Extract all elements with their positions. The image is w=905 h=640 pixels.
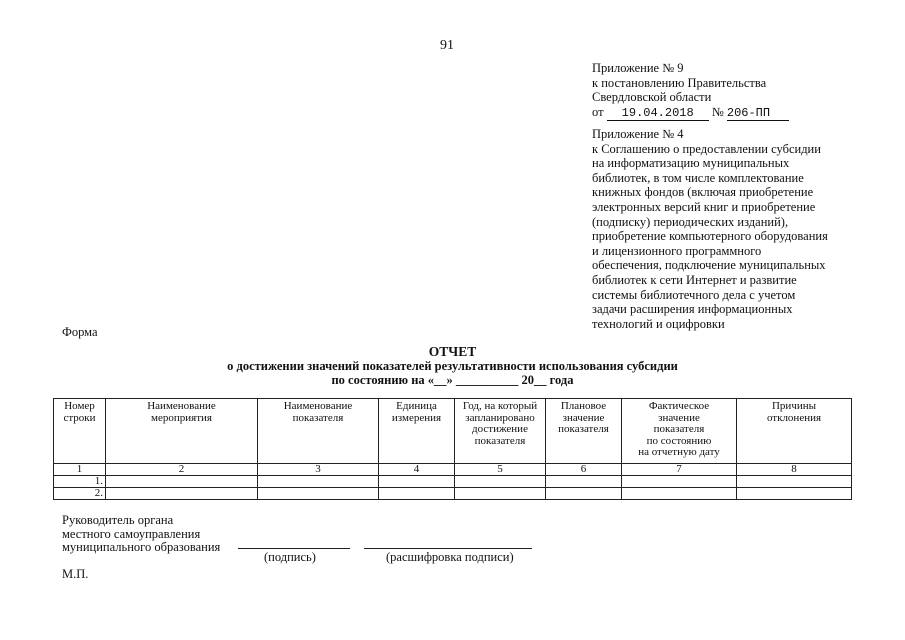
signatory-line: Руководитель органа — [62, 513, 174, 527]
table-cell — [546, 488, 622, 500]
column-header-line: Причины — [771, 400, 817, 412]
column-header-line: по состоянию — [646, 434, 712, 447]
column-header-line: Единица — [396, 400, 437, 412]
table-cell — [106, 488, 258, 500]
annex-4-line: электронных версий книг и приобретение — [592, 199, 816, 214]
row-number-cell: 2. — [54, 488, 106, 500]
signatory-line: муниципального образования — [62, 540, 221, 554]
table-row — [54, 476, 852, 488]
form-label: Форма — [62, 325, 98, 339]
column-number: 6 — [546, 464, 622, 476]
table-cell — [106, 476, 258, 488]
column-header-line: измерения — [391, 411, 442, 424]
column-header-line: показателя — [474, 434, 526, 447]
number-label: № — [711, 104, 724, 119]
column-header-line: Номер — [64, 400, 95, 412]
column-header-line: Наименование — [147, 400, 216, 412]
annex-4-line: на информатизацию муниципальных — [592, 156, 790, 171]
report-date-line: по состоянию на «__» __________ 20__ года — [331, 373, 574, 387]
annex-9-title: Приложение № 9 — [592, 61, 684, 75]
from-label: от — [592, 104, 604, 119]
column-header-line: значение — [658, 411, 700, 424]
annex-4-line: приобретение компьютерного оборудования — [592, 229, 828, 244]
column-header-line: отклонения — [766, 411, 822, 424]
column-header — [106, 399, 258, 464]
table-cell — [737, 476, 852, 488]
column-header-line: Фактическое — [648, 400, 710, 412]
annex-9-date-line — [592, 105, 789, 122]
column-header-line: достижение — [472, 423, 528, 435]
column-number: 2 — [106, 464, 258, 476]
column-header — [546, 399, 622, 464]
annex-4-title: Приложение № 4 — [592, 127, 684, 141]
page-number: 91 — [440, 38, 454, 53]
annex-4-line: библиотек к сети Интернет и развитие — [592, 272, 797, 287]
column-header — [622, 399, 737, 464]
report-subtitle: о достижении значений показателей результативности использования субсидии — [227, 359, 678, 373]
column-header-line: значение — [562, 411, 605, 424]
stamp-label: М.П. — [62, 567, 89, 581]
column-header-line: запланировано — [465, 411, 535, 424]
signature-decode-caption: (расшифровка подписи) — [386, 550, 514, 564]
table-cell — [455, 476, 546, 488]
annex-9-line: Свердловской области — [592, 90, 712, 105]
row-number-cell: 1. — [54, 476, 106, 488]
table-cell — [258, 476, 379, 488]
annex-4-line: (подписку) периодических изданий), — [592, 214, 789, 229]
column-number: 5 — [455, 464, 546, 476]
table-cell — [379, 488, 455, 500]
resolution-date: 19.04.2018 — [607, 106, 709, 122]
column-header-line: показателя — [558, 423, 609, 435]
signature-decode-line — [364, 548, 532, 549]
column-header — [379, 399, 455, 464]
column-header-line: строки — [63, 411, 96, 424]
column-header-line: показателя — [653, 423, 705, 435]
column-header — [455, 399, 546, 464]
column-number: 4 — [379, 464, 455, 476]
annex-4-line: задачи расширения информационных — [592, 302, 793, 317]
column-number: 1 — [54, 464, 106, 476]
column-number-row — [54, 464, 852, 476]
column-header — [54, 399, 106, 464]
annex-4-block — [592, 127, 828, 331]
column-header-line: Год, на который — [462, 400, 538, 412]
table-cell — [546, 476, 622, 488]
table-cell — [622, 488, 737, 500]
annex-4-line: к Соглашению о предоставлении субсидии — [592, 141, 821, 156]
column-number: 7 — [622, 464, 737, 476]
column-header-line: показателя — [292, 411, 344, 424]
column-header-line: на отчетную дату — [638, 446, 720, 458]
annex-4-line: обеспечения, подключение муниципальных — [592, 258, 826, 273]
annex-4-line: библиотек, в том числе комплектование — [592, 170, 804, 185]
annex-4-line: книжных фондов (включая приобретение — [592, 185, 814, 200]
table-cell — [622, 476, 737, 488]
resolution-number: 206-ПП — [727, 106, 789, 122]
annex-4-line: технологий и оцифровки — [592, 316, 725, 331]
signature-caption: (подпись) — [264, 550, 316, 564]
annex-9-block — [592, 61, 789, 121]
table-cell — [379, 476, 455, 488]
table-row — [54, 488, 852, 500]
column-header-line: мероприятия — [151, 411, 212, 424]
table-cell — [455, 488, 546, 500]
annex-4-line: системы библиотечного дела с учетом — [592, 287, 796, 302]
signatory-block — [62, 514, 220, 555]
table-header-row — [54, 399, 852, 464]
column-header — [737, 399, 852, 464]
annex-4-line: и лицензионного программного — [592, 243, 762, 258]
report-table — [53, 398, 852, 500]
report-title: ОТЧЕТ — [428, 344, 477, 359]
column-header-line: Наименование — [283, 400, 353, 412]
column-number: 3 — [258, 464, 379, 476]
column-header — [258, 399, 379, 464]
signatory-line: местного самоуправления — [62, 526, 201, 541]
signature-line — [238, 548, 350, 549]
column-header-line: Плановое — [560, 400, 607, 412]
table-cell — [258, 488, 379, 500]
table-cell — [737, 488, 852, 500]
annex-9-line: к постановлению Правительства — [592, 75, 767, 90]
column-number: 8 — [737, 464, 852, 476]
